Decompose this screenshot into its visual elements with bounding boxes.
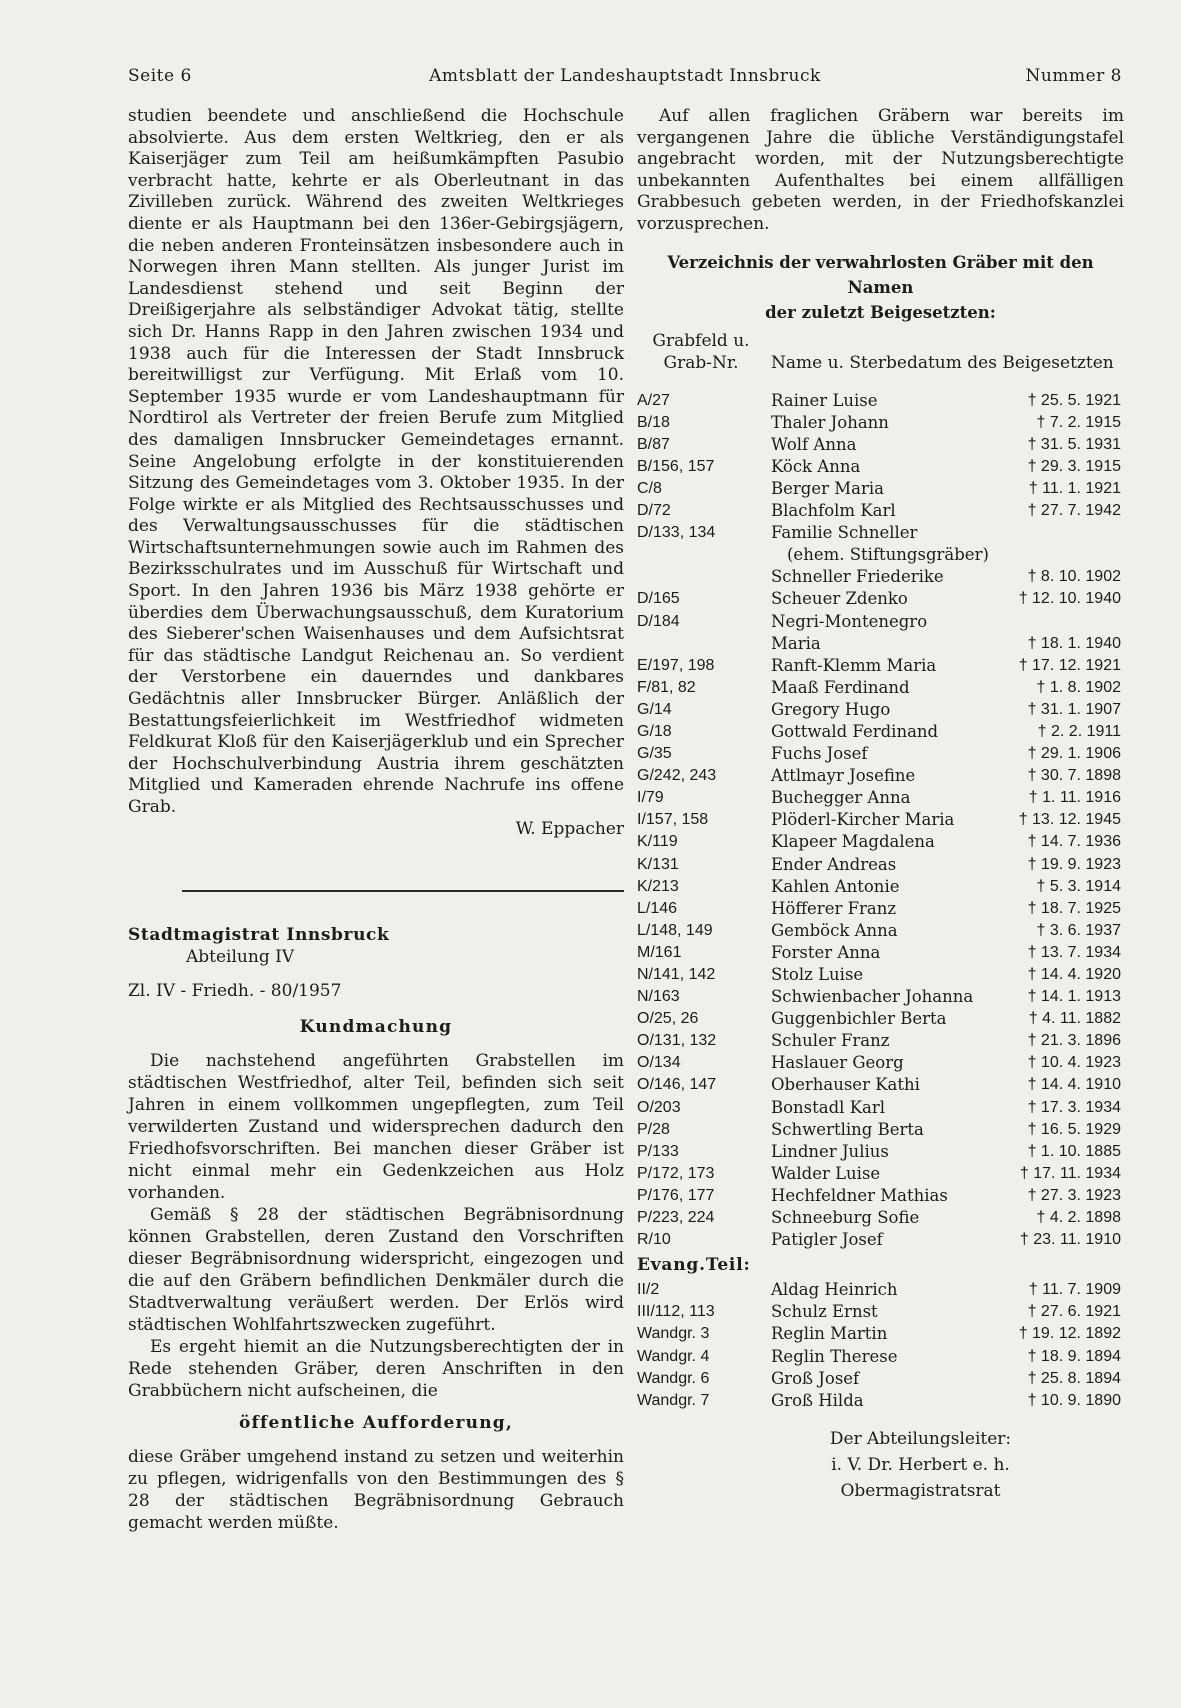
- table-row: [637, 1030, 1124, 1052]
- deceased-name: Ranft-Klemm Maria: [771, 655, 937, 675]
- table-row: [637, 787, 1124, 809]
- section-divider: [182, 890, 624, 892]
- grave-number: E/197, 198: [637, 656, 715, 674]
- death-date: † 10. 4. 1923: [1027, 1054, 1121, 1072]
- left-column: [128, 106, 624, 840]
- notice-paragraph-2: Gemäß § 28 der städtischen Begräbnisordnung können Grabstellen, deren Zustand den Vorschriften dieser Begräbnisordnung widerspricht, eingezogen und die auf den Gräbern befindlichen Denkmäler durch die Stadtverwaltung veräußert werden. Der Erlös wird städtischen Wohlfahrtszwecken zugeführt.: [128, 1205, 624, 1335]
- grave-number: M/161: [637, 943, 682, 961]
- deceased-name: Plöderl-Kircher Maria: [771, 810, 955, 830]
- grave-number: B/87: [637, 435, 670, 453]
- list-title-line-2: der zuletzt Beigesetzten:: [765, 302, 996, 322]
- death-date: † 29. 3. 1915: [1027, 457, 1121, 475]
- table-row: [637, 964, 1124, 986]
- table-row: [637, 478, 1124, 500]
- deceased-name: Attlmayr Josefine: [771, 766, 916, 786]
- table-row: [637, 588, 1124, 610]
- deceased-name: Schuler Franz: [771, 1031, 890, 1051]
- deceased-name: Gregory Hugo: [771, 699, 891, 719]
- deceased-name: Familie Schneller: [771, 523, 918, 543]
- deceased-name: Scheuer Zdenko: [771, 589, 908, 609]
- death-date: † 27. 6. 1921: [1027, 1303, 1121, 1321]
- table-row: [637, 854, 1124, 876]
- deceased-name: Gemböck Anna: [771, 920, 898, 940]
- table-row: [637, 1097, 1124, 1119]
- grave-number: Wandgr. 3: [637, 1325, 710, 1343]
- authority-name: Stadtmagistrat Innsbruck: [128, 925, 390, 945]
- death-date: † 1. 11. 1916: [1028, 789, 1121, 807]
- public-call-heading: öffentliche Aufforderung,: [238, 1413, 513, 1433]
- notice-title: Kundmachung: [299, 1017, 453, 1037]
- grave-number: L/146: [637, 899, 678, 917]
- grave-number: D/165: [637, 590, 680, 608]
- deceased-name: Maaß Ferdinand: [771, 677, 910, 697]
- deceased-name: Aldag Heinrich: [771, 1280, 898, 1300]
- deceased-name: Berger Maria: [771, 478, 884, 498]
- death-date: † 13. 12. 1945: [1018, 811, 1121, 829]
- grave-number: P/223, 224: [637, 1209, 715, 1227]
- table-row: [637, 765, 1124, 787]
- notice-block: [128, 924, 624, 1534]
- death-date: † 14. 1. 1913: [1027, 988, 1121, 1006]
- table-row: [637, 1052, 1124, 1074]
- deceased-name: Köck Anna: [771, 456, 861, 476]
- table-row: [637, 942, 1124, 964]
- death-date: † 19. 9. 1923: [1027, 855, 1121, 873]
- grave-number: K/119: [637, 833, 678, 851]
- table-row: [637, 544, 1124, 566]
- deceased-name: Schulz Ernst: [771, 1302, 878, 1322]
- issue-number: Nummer 8: [1025, 66, 1122, 86]
- death-date: † 30. 7. 1898: [1027, 767, 1121, 785]
- death-date: † 4. 11. 1882: [1028, 1010, 1121, 1028]
- deceased-name: Gottwald Ferdinand: [771, 721, 939, 741]
- death-date: † 17. 12. 1921: [1018, 656, 1121, 674]
- table-row: [637, 434, 1124, 456]
- table-row: [637, 677, 1124, 699]
- table-header: [637, 330, 1124, 374]
- signature-name: i. V. Dr. Herbert e. h.: [831, 1454, 1010, 1475]
- table-row: [637, 1323, 1124, 1345]
- death-date: † 17. 3. 1934: [1027, 1098, 1121, 1116]
- death-date: † 23. 11. 1910: [1019, 1231, 1121, 1249]
- grave-number: K/213: [637, 877, 679, 895]
- death-date: † 25. 8. 1894: [1027, 1369, 1121, 1387]
- department-name: Abteilung IV: [186, 947, 295, 967]
- death-date: † 27. 7. 1942: [1027, 502, 1121, 520]
- deceased-name: Schneeburg Sofie: [771, 1208, 920, 1228]
- death-date: † 1. 8. 1902: [1036, 678, 1121, 696]
- name-column-header: Name u. Sterbedatum des Beigesetzten: [771, 352, 1114, 373]
- death-date: † 19. 12. 1892: [1018, 1325, 1121, 1343]
- signature-title: Der Abteilungsleiter:: [829, 1428, 1012, 1449]
- table-row: [637, 920, 1124, 942]
- grave-number: D/184: [637, 612, 680, 630]
- deceased-name: Thaler Johann: [771, 412, 889, 432]
- death-date: † 16. 5. 1929: [1027, 1120, 1121, 1138]
- table-row: [637, 876, 1124, 898]
- deceased-name: Schneller Friederike: [771, 567, 944, 587]
- grave-table: [637, 390, 1124, 1252]
- table-row: [637, 412, 1124, 434]
- death-date: † 7. 2. 1915: [1036, 413, 1121, 431]
- grave-number: O/203: [637, 1098, 681, 1116]
- death-date: † 17. 11. 1934: [1019, 1164, 1121, 1182]
- table-row: [637, 1141, 1124, 1163]
- grave-number: G/242, 243: [637, 767, 717, 785]
- death-date: † 11. 7. 1909: [1028, 1281, 1121, 1299]
- table-row: [637, 898, 1124, 920]
- death-date: † 18. 1. 1940: [1027, 634, 1121, 652]
- death-date: † 31. 1. 1907: [1027, 700, 1121, 718]
- grave-header-line-1: Grabfeld u.: [652, 330, 750, 351]
- death-date: † 5. 3. 1914: [1036, 877, 1121, 895]
- page-header: [128, 66, 1122, 92]
- table-row: [637, 456, 1124, 478]
- publication-title: Amtsblatt der Landeshauptstadt Innsbruck: [429, 66, 821, 86]
- table-row: [637, 1279, 1124, 1301]
- death-date: † 10. 9. 1890: [1027, 1391, 1121, 1409]
- table-row: [637, 721, 1124, 743]
- deceased-name: Schwienbacher Johanna: [771, 987, 974, 1007]
- table-row: [637, 390, 1124, 412]
- death-date: † 29. 1. 1906: [1027, 745, 1121, 763]
- death-date: † 25. 5. 1921: [1027, 391, 1121, 409]
- list-title-line-1: Verzeichnis der verwahrlosten Gräber mit den Namen: [667, 252, 1094, 297]
- grave-number: K/131: [637, 855, 679, 873]
- death-date: † 31. 5. 1931: [1027, 435, 1121, 453]
- grave-number: R/10: [637, 1231, 671, 1249]
- grave-number: I/79: [637, 789, 664, 807]
- grave-number: D/133, 134: [637, 524, 716, 542]
- deceased-name: Klapeer Magdalena: [771, 832, 935, 852]
- signature-rank: Obermagistratsrat: [840, 1480, 1001, 1501]
- table-row: [637, 522, 1124, 544]
- grave-number: II/2: [637, 1281, 660, 1299]
- deceased-name: Buchegger Anna: [771, 788, 911, 808]
- table-row: [637, 633, 1124, 655]
- death-date: † 14. 4. 1920: [1027, 966, 1121, 983]
- table-row: [637, 831, 1124, 853]
- grave-number: O/131, 132: [637, 1032, 717, 1050]
- table-row: [637, 566, 1124, 588]
- grave-number: N/163: [637, 988, 680, 1006]
- grave-number: I/157, 158: [637, 811, 709, 829]
- table-row: [637, 611, 1124, 633]
- deceased-name: Reglin Martin: [771, 1324, 888, 1344]
- table-row: [637, 1185, 1124, 1207]
- deceased-name: Kahlen Antonie: [771, 876, 900, 896]
- deceased-name: Wolf Anna: [771, 434, 857, 454]
- grave-number: N/141, 142: [637, 966, 716, 983]
- right-column: [637, 106, 1124, 1504]
- table-row: [637, 1163, 1124, 1185]
- death-date: † 13. 7. 1934: [1027, 943, 1121, 961]
- deceased-name: Reglin Therese: [771, 1346, 898, 1366]
- grave-number: G/14: [637, 700, 672, 718]
- evang-section-label: Evang.Teil:: [637, 1255, 751, 1276]
- death-date: † 8. 10. 1902: [1027, 568, 1121, 586]
- grave-header-line-2: Grab-Nr.: [663, 352, 739, 373]
- grave-number: P/28: [637, 1120, 670, 1138]
- notice-paragraph-1: Die nachstehend angeführten Grabstellen im städtischen Westfriedhof, alter Teil, befinden sich seit Jahren in einem vollkommen ungepflegten, zum Teil verwilderten Zustand und widersprechen dadurch den Friedhofsvorschriften. Bei manchen dieser Gräber ist nicht einmal mehr ein Gedenkzeichen aus Holz vorhanden.: [128, 1051, 624, 1203]
- table-row: [637, 1301, 1124, 1323]
- table-row: [637, 699, 1124, 721]
- death-date: † 2. 2. 1911: [1037, 722, 1121, 740]
- deceased-name: Rainer Luise: [771, 390, 878, 410]
- obituary-text: studien beendete und anschließend die Hochschule absolvierte. Aus dem ersten Weltkrieg, den er als Kaiserjäger zum Teil am heißumkämpften Pasubio verbracht hatte, kehrte er als Oberleutnant in das Zivilleben zurück. Während des zweiten Weltkrieges diente er als Hauptmann bei den 136er-Gebirgsjägern, die neben anderen Fronteinsätzen insbesondere auch in Norwegen ihren Mann stellten. Als junger Jurist im Landesdienst stehend und seit Beginn der Dreißigerjahre als selbständiger Advokat tätig, stellte sich Dr. Hanns Rapp in den Jahren zwischen 1934 und 1938 auch für die Interessen der Stadt Innsbruck bereitwilligst zur Verfügung. Mit Erlaß vom 10. September 1935 wurde er vom Landeshauptmann für Nordtirol als Vertreter der freien Berufe zum Mitglied des damaligen Innsbrucker Gemeindetages ernannt. Seine Angelobung erfolgte in der konstituierenden Sitzung des Gemeindetages vom 3. Oktober 1935. In der Folge wirkte er als Mitglied des Rechtsausschusses und des Verwaltungsausschusses für die städtischen Wirtschaftsunternehmungen sowie auch im Rahmen des Bezirksschulrates und im Ausschuß für Wirtschaft und Sport. In den Jahren 1936 bis März 1938 gehörte er überdies dem Überwachungsausschuß, dem Kuratorium des Sieberer'schen Waisenhauses und dem Aufsichtsrat für das städtische Landgut Reichenau an. So verdient der Verstorbene ein dauerndes und dankbares Gedächtnis aller Innsbrucker Bürger. Anläßlich der Bestattungsfeierlichkeit im Westfriedhof widmeten Feldkurat Kloß für den Kaiserjägerklub und ein Sprecher der Hochschulverbindung Austria ihrem geschätzten Mitglied und Kameraden ehrende Nachrufe ins offene Grab.: [128, 106, 624, 817]
- table-row: [637, 986, 1124, 1008]
- deceased-name: Negri-Montenegro: [771, 611, 928, 631]
- death-date: † 1. 10. 1885: [1027, 1142, 1121, 1160]
- deceased-name: Lindner Julius: [771, 1141, 889, 1161]
- death-date: † 11. 1. 1921: [1028, 479, 1121, 497]
- table-row: [637, 1229, 1124, 1251]
- table-row: [637, 1008, 1124, 1030]
- deceased-name: Maria: [771, 633, 821, 653]
- deceased-name: Ender Andreas: [771, 854, 897, 874]
- death-date: † 4. 2. 1898: [1036, 1209, 1121, 1227]
- grave-number: Wandgr. 4: [637, 1347, 710, 1365]
- table-row: [637, 1346, 1124, 1368]
- death-date: † 18. 7. 1925: [1027, 899, 1121, 917]
- notice-paragraph-4: diese Gräber umgehend instand zu setzen und weiterhin zu pflegen, widrigenfalls von den Bestimmungen des § 28 der städtischen Begräbnisordnung Gebrauch gemacht werden müßte.: [128, 1447, 624, 1533]
- grave-number: P/172, 173: [637, 1164, 715, 1182]
- table-row: [637, 500, 1124, 522]
- deceased-name: Patigler Josef: [771, 1230, 883, 1250]
- grave-number: O/146, 147: [637, 1076, 717, 1094]
- grave-number: B/156, 157: [637, 457, 715, 475]
- death-date: † 12. 10. 1940: [1018, 590, 1121, 608]
- death-date: † 14. 4. 1910: [1027, 1076, 1121, 1094]
- reference-number: Zl. IV - Friedh. - 80/1957: [128, 981, 342, 1001]
- grave-number: P/176, 177: [637, 1186, 715, 1204]
- deceased-name: Bonstadl Karl: [771, 1097, 886, 1117]
- grave-number: F/81, 82: [637, 678, 696, 696]
- death-date: † 14. 7. 1936: [1027, 833, 1121, 851]
- grave-number: B/18: [637, 413, 670, 431]
- grave-number: III/112, 113: [637, 1303, 715, 1321]
- deceased-name: Haslauer Georg: [771, 1053, 904, 1073]
- deceased-name: Walder Luise: [771, 1163, 881, 1183]
- deceased-name: Höfferer Franz: [771, 898, 897, 918]
- table-row: [637, 1368, 1124, 1390]
- grave-column-header: [641, 330, 761, 374]
- deceased-name: Blachfolm Karl: [771, 501, 896, 521]
- grave-number: Wandgr. 7: [637, 1391, 710, 1409]
- deceased-name: Hechfeldner Mathias: [771, 1185, 948, 1205]
- table-row: [637, 743, 1124, 765]
- grave-number: A/27: [637, 391, 670, 409]
- deceased-name: Oberhauser Kathi: [771, 1075, 920, 1095]
- deceased-name: Fuchs Josef: [771, 744, 868, 764]
- grave-number: O/25, 26: [637, 1010, 699, 1028]
- deceased-name: Schwertling Berta: [771, 1119, 924, 1139]
- grave-number: Wandgr. 6: [637, 1369, 710, 1387]
- grave-number: L/148, 149: [637, 921, 713, 939]
- grave-number: O/134: [637, 1054, 681, 1072]
- deceased-name: Groß Hilda: [771, 1390, 864, 1410]
- intro-paragraph: Auf allen fraglichen Gräbern war bereits im vergangenen Jahre die übliche Verständigungstafel angebracht worden, mit der Nutzungsberechtigte unbekannten Aufenthaltes bei einem allfälligen Grabbesuch gebeten werden, in der Friedhofskanzlei vorzusprechen.: [637, 106, 1124, 234]
- deceased-name: Forster Anna: [771, 942, 881, 962]
- table-row: [637, 655, 1124, 677]
- grave-number: D/72: [637, 502, 671, 520]
- page-number: Seite 6: [128, 66, 192, 86]
- deceased-name: Groß Josef: [771, 1368, 860, 1388]
- obituary-signature: W. Eppacher: [515, 818, 624, 839]
- death-date: † 18. 9. 1894: [1027, 1347, 1121, 1365]
- death-date: † 3. 6. 1937: [1036, 921, 1121, 939]
- table-row: [637, 1119, 1124, 1141]
- death-date: † 27. 3. 1923: [1027, 1186, 1121, 1204]
- deceased-name: (ehem. Stiftungsgräber): [787, 545, 989, 565]
- grave-number: G/18: [637, 722, 672, 740]
- evang-grave-table: [637, 1279, 1124, 1412]
- table-row: [637, 1207, 1124, 1229]
- table-row: [637, 809, 1124, 831]
- death-date: † 21. 3. 1896: [1027, 1032, 1121, 1050]
- grave-number: C/8: [637, 479, 662, 497]
- table-row: [637, 1074, 1124, 1096]
- signature-block: [717, 1426, 1124, 1504]
- list-title: [637, 250, 1124, 325]
- grave-number: P/133: [637, 1142, 679, 1160]
- notice-paragraph-3: Es ergeht hiemit an die Nutzungsberechtigten der in Rede stehenden Gräber, deren Anschriften in den Grabbüchern nicht aufscheinen, die: [128, 1337, 624, 1401]
- deceased-name: Stolz Luise: [771, 965, 864, 984]
- table-row: [637, 1390, 1124, 1412]
- deceased-name: Guggenbichler Berta: [771, 1009, 947, 1029]
- grave-number: G/35: [637, 745, 672, 763]
